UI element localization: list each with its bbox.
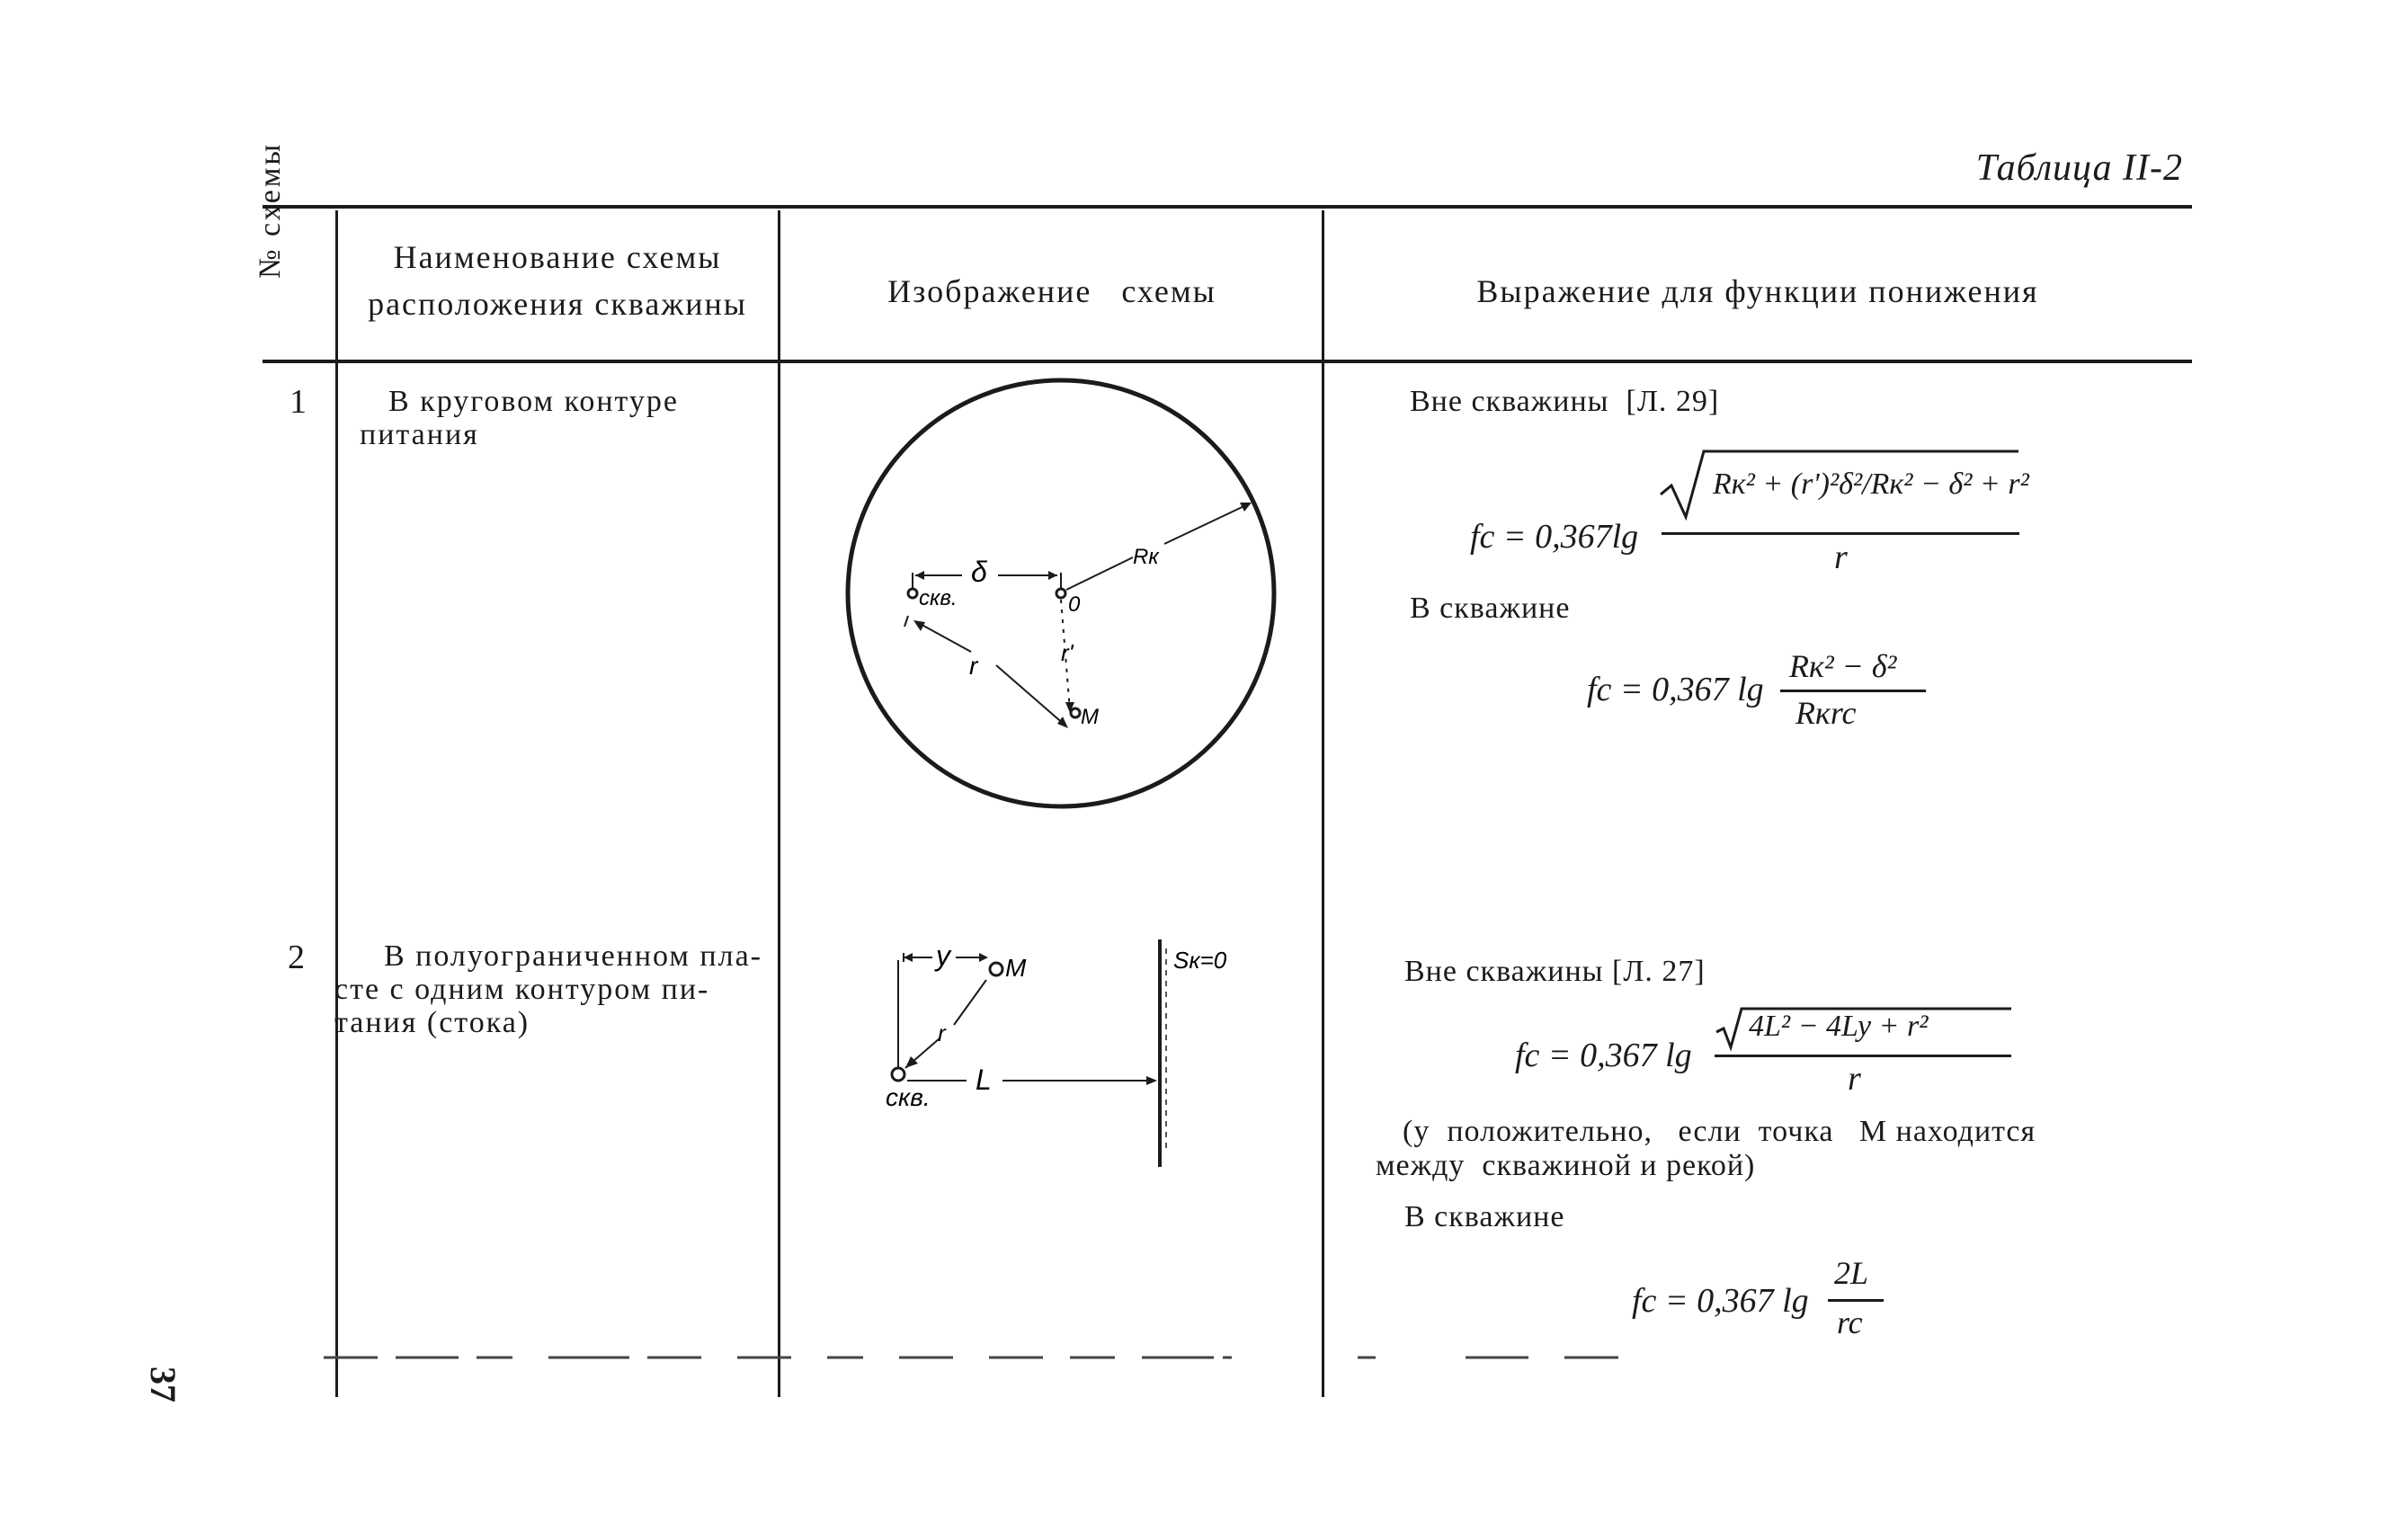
row2-outside-label: Вне скважины [Л. 27] — [1404, 955, 1706, 988]
row-name: В полуограниченном пла- сте с одним контуром пи- тания (стока) — [334, 939, 762, 1039]
row1-formula-inside — [1587, 647, 2036, 737]
row1-outside-label: Вне скважины [Л. 29] — [1410, 385, 1720, 418]
row-name: В круговом контуре питания — [360, 385, 680, 451]
row1-inside-label: В скважине — [1410, 592, 1571, 625]
fraction-bar — [1662, 532, 2019, 535]
svg-text:Sк=0: Sк=0 — [1173, 947, 1227, 974]
svg-text:r: r — [938, 1019, 946, 1046]
svg-text:δ: δ — [971, 556, 987, 588]
svg-text:M: M — [1081, 705, 1099, 729]
formula-lhs: fc = 0,367 lg — [1515, 1037, 1692, 1074]
table-caption: Таблица II-2 — [1975, 147, 2183, 189]
svg-text:M: M — [1005, 954, 1027, 982]
header-number: № схемы — [254, 141, 287, 279]
column-divider-1 — [335, 210, 338, 1397]
half-bounded-diagram — [877, 926, 1281, 1178]
column-divider-3 — [1322, 210, 1324, 1397]
formula-denominator: r — [1848, 1060, 1861, 1098]
svg-text:0: 0 — [1068, 592, 1081, 617]
row-number: 2 — [288, 939, 305, 976]
table-top-rule — [263, 205, 2192, 209]
formula-numerator: Rк² − δ² — [1789, 648, 1897, 684]
svg-text:r: r — [969, 652, 978, 680]
row1-formula-outside — [1466, 450, 2185, 575]
formula-numerator: 2L — [1834, 1255, 1869, 1291]
page-number: 37 — [143, 1366, 183, 1402]
svg-text:L: L — [976, 1064, 992, 1096]
row2-formula-outside — [1515, 1005, 2009, 1104]
row2-formula-inside — [1632, 1254, 1920, 1353]
formula-lhs: fc = 0,367 lg — [1587, 671, 1764, 708]
svg-text:Rк: Rк — [1133, 545, 1159, 569]
header-bottom-rule — [263, 360, 2192, 363]
formula-denominator: r — [1834, 539, 1848, 576]
formula-denominator: Rкrc — [1795, 695, 1857, 731]
svg-text:скв.: скв. — [886, 1083, 931, 1111]
fraction-bar — [1715, 1055, 2011, 1057]
formula-denominator: rc — [1837, 1304, 1863, 1340]
header-expression: Выражение для функции понижения — [1476, 273, 2039, 309]
table-bottom-dashes — [324, 1349, 1672, 1366]
row2-inside-label: В скважине — [1404, 1200, 1565, 1233]
formula-numerator: Rк² + (r')²δ²/Rк² − δ² + r² — [1713, 467, 2029, 501]
fraction-bar — [1780, 690, 1926, 692]
fraction-bar — [1828, 1299, 1884, 1302]
row2-note: (y положительно, если точка M находится между скважиной и рекой) — [1376, 1115, 2036, 1182]
svg-text:скв.: скв. — [919, 586, 958, 610]
header-name: Наименование схемы расположения скважины — [368, 239, 747, 322]
circular-contour-diagram — [836, 373, 1286, 823]
column-divider-2 — [778, 210, 780, 1397]
formula-lhs: fc = 0,367 lg — [1632, 1282, 1809, 1320]
row-number: 1 — [290, 383, 307, 421]
svg-text:r': r' — [1061, 639, 1074, 666]
svg-text:y: y — [936, 939, 950, 972]
formula-numerator: 4L² − 4Ly + r² — [1749, 1010, 1929, 1043]
header-image: Изображение схемы — [887, 273, 1216, 309]
formula-lhs: fc = 0,367lg — [1470, 518, 1639, 556]
